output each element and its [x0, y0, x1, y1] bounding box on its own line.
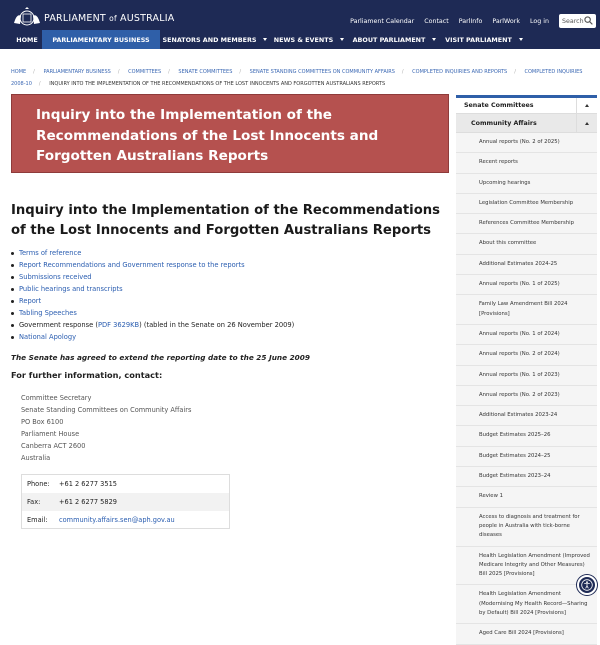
- nav-visit-parliament[interactable]: VISIT PARLIAMENT: [443, 30, 525, 49]
- main-nav: [0, 30, 600, 49]
- sidebar-item[interactable]: Annual reports (No. 1 of 2025): [456, 275, 597, 295]
- accessibility-button[interactable]: [577, 575, 597, 595]
- chevron-down-icon: [432, 38, 436, 41]
- phone-label: Phone:: [27, 480, 50, 488]
- list-item: [11, 295, 294, 307]
- chevron-down-icon: [519, 38, 523, 41]
- address-line: Australia: [21, 454, 51, 462]
- sidebar-item[interactable]: Family Law Amendment Bill 2024 [Provisions]: [456, 295, 597, 325]
- link-gov-response-pdf[interactable]: PDF 3629KB: [97, 321, 140, 329]
- banner-title: Inquiry into the Implementation of the Recommendations of the Lost Innocents and Forgotten Australians Reports: [36, 107, 379, 164]
- search-icon[interactable]: [584, 16, 593, 25]
- sidebar-item[interactable]: Annual reports (No. 2 of 2025): [456, 133, 597, 153]
- link-national-apology[interactable]: National Apology: [19, 333, 77, 341]
- collapse-toggle-button[interactable]: [576, 114, 597, 132]
- sidebar-item[interactable]: Access to diagnosis and treatment for people in Australia with tick-borne diseases: [456, 508, 597, 547]
- utility-nav: [350, 14, 596, 28]
- sidebar-item[interactable]: Annual reports (No. 2 of 2024): [456, 345, 597, 365]
- sidebar-item[interactable]: Budget Estimates 2024–25: [456, 447, 597, 467]
- sidebar-item[interactable]: Annual reports (No. 1 of 2024): [456, 325, 597, 345]
- search-placeholder: Search: [562, 17, 584, 25]
- breadcrumb-completed-inquiries[interactable]: COMPLETED INQUIRIES AND REPORTS: [412, 69, 508, 75]
- utility-link-calendar[interactable]: Parliament Calendar: [350, 17, 415, 25]
- sidebar-item[interactable]: About this committee: [456, 234, 597, 254]
- sidebar-item[interactable]: Additional Estimates 2023-24: [456, 406, 597, 426]
- fax-label: Fax:: [27, 498, 41, 506]
- gov-response-prefix: Government response (: [19, 321, 98, 329]
- link-terms-of-reference[interactable]: Terms of reference: [19, 249, 82, 257]
- address-line: PO Box 6100: [21, 418, 64, 426]
- nav-news-events[interactable]: NEWS & EVENTS: [272, 30, 346, 49]
- sidebar-item[interactable]: Recent reports: [456, 153, 597, 173]
- utility-link-contact[interactable]: Contact: [424, 17, 449, 25]
- sidebar-item[interactable]: Upcoming hearings: [456, 174, 597, 194]
- chevron-up-icon: [585, 104, 589, 107]
- chevron-down-icon: [340, 38, 344, 41]
- sidebar-item[interactable]: References Committee Membership: [456, 214, 597, 234]
- sidebar: [456, 95, 597, 645]
- logo-text-parliament: PARLIAMENT: [44, 12, 106, 24]
- logo-text-country: AUSTRALIA: [120, 12, 175, 24]
- breadcrumb-home[interactable]: HOME: [11, 69, 27, 75]
- top-header: [0, 0, 600, 49]
- breadcrumb-completed-2008-10[interactable]: COMPLETED INQUIRIES 2008-10: [11, 69, 583, 87]
- email-link[interactable]: community.affairs.sen@aph.gov.au: [59, 516, 175, 524]
- table-row: [22, 493, 229, 511]
- address-line: Senate Standing Committees on Community Affairs: [21, 406, 192, 414]
- breadcrumb-senate-committees[interactable]: SENATE COMMITTEES: [178, 69, 233, 75]
- nav-home[interactable]: HOME: [16, 35, 38, 44]
- address-line: Canberra ACT 2600: [21, 442, 86, 450]
- sidebar-item[interactable]: Annual reports (No. 2 of 2023): [456, 386, 597, 406]
- list-item: [11, 319, 294, 331]
- utility-link-login[interactable]: Log in: [530, 17, 549, 25]
- link-tabling-speeches[interactable]: Tabling Speeches: [19, 309, 77, 317]
- contact-address: [21, 392, 191, 464]
- sidebar-list: [456, 133, 597, 645]
- chevron-up-icon: [585, 122, 589, 125]
- sidebar-heading-senate-committees[interactable]: Senate Committees: [456, 95, 597, 114]
- nav-about-parliament[interactable]: ABOUT PARLIAMENT: [350, 30, 439, 49]
- table-row: [22, 475, 229, 493]
- sidebar-item[interactable]: Review 1: [456, 487, 597, 507]
- list-item: [11, 283, 294, 295]
- breadcrumb: HOME / PARLIAMENTARY BUSINESS / COMMITTEES / SENATE COMMITTEES / SENATE STANDING COMMITTEES ON COMMUNITY AFFAIRS / COMPLETED INQUIRIES AND REPORTS / COMPLETED INQUIRIES 2008-10 / INQUIRY INTO THE IMPLEMENTATION OF THE RECOMMENDATIONS OF THE LOST INNOCENTS AND FORGOTTEN AUSTRALIANS REPORTS: [11, 69, 583, 87]
- chevron-down-icon: [263, 38, 267, 41]
- sidebar-item[interactable]: Budget Estimates 2025–26: [456, 426, 597, 446]
- parliament-logo[interactable]: [12, 7, 174, 29]
- coat-of-arms-icon: [12, 7, 42, 29]
- sidebar-item[interactable]: Budget Estimates 2023–24: [456, 467, 597, 487]
- list-item: [11, 259, 294, 271]
- fax-value: +61 2 6277 5829: [59, 498, 117, 506]
- nav-parliamentary-business[interactable]: PARLIAMENTARY BUSINESS: [42, 30, 160, 49]
- list-item: [11, 271, 294, 283]
- utility-link-parlwork[interactable]: ParlWork: [492, 17, 520, 25]
- breadcrumb-committees[interactable]: COMMITTEES: [128, 69, 162, 75]
- reporting-date-notice: The Senate has agreed to extend the reporting date to the 25 June 2009: [11, 353, 310, 362]
- inquiry-links: [11, 247, 294, 343]
- sidebar-item[interactable]: Health Legislation Amendment (Modernising My Health Record—Sharing by Default) Bill 2024 [Provisions]: [456, 585, 597, 624]
- address-line: Committee Secretary: [21, 394, 92, 402]
- nav-senators-and-members[interactable]: SENATORS AND MEMBERS: [162, 30, 268, 49]
- contact-table: [21, 474, 230, 529]
- contact-heading: For further information, contact:: [11, 370, 163, 380]
- sidebar-item[interactable]: Aged Care Bill 2024 [Provisions]: [456, 624, 597, 644]
- accessibility-icon: [581, 579, 593, 591]
- collapse-toggle-button[interactable]: [576, 98, 597, 113]
- sidebar-item[interactable]: Additional Estimates 2024-25: [456, 255, 597, 275]
- breadcrumb-community-affairs[interactable]: SENATE STANDING COMMITTEES ON COMMUNITY AFFAIRS: [249, 69, 395, 75]
- link-report-recommendations[interactable]: Report Recommendations and Government response to the reports: [19, 261, 245, 269]
- utility-link-parlinfo[interactable]: ParlInfo: [458, 17, 483, 25]
- sidebar-item[interactable]: Annual reports (No. 1 of 2023): [456, 366, 597, 386]
- page-title: Inquiry into the Implementation of the Recommendations of the Lost Innocents and Forgotten Australians Reports: [11, 203, 440, 238]
- address-line: Parliament House: [21, 430, 80, 438]
- list-item: [11, 307, 294, 319]
- link-submissions[interactable]: Submissions received: [19, 273, 92, 281]
- breadcrumb-current: INQUIRY INTO THE IMPLEMENTATION OF THE RECOMMENDATIONS OF THE LOST INNOCENTS AND FORGOTTEN AUSTRALIANS REPORTS: [49, 80, 386, 87]
- link-report[interactable]: Report: [19, 297, 42, 305]
- page-banner: [11, 94, 449, 173]
- breadcrumb-parliamentary-business[interactable]: PARLIAMENTARY BUSINESS: [43, 69, 111, 75]
- logo-text-of: of: [109, 13, 117, 23]
- sidebar-item[interactable]: Legislation Committee Membership: [456, 194, 597, 214]
- sidebar-heading-community-affairs[interactable]: Community Affairs: [456, 114, 597, 133]
- search-input[interactable]: [559, 14, 596, 28]
- link-public-hearings[interactable]: Public hearings and transcripts: [19, 285, 123, 293]
- sidebar-item[interactable]: Health Legislation Amendment (Improved Medicare Integrity and Other Measures) Bill 2025 [Provisions]: [456, 547, 597, 586]
- email-label: Email:: [27, 516, 48, 524]
- table-row: [22, 511, 229, 529]
- gov-response-suffix: ) (tabled in the Senate on 26 November 2009): [139, 321, 295, 329]
- phone-value: +61 2 6277 3515: [59, 480, 117, 488]
- list-item: [11, 331, 294, 343]
- list-item: [11, 247, 294, 259]
